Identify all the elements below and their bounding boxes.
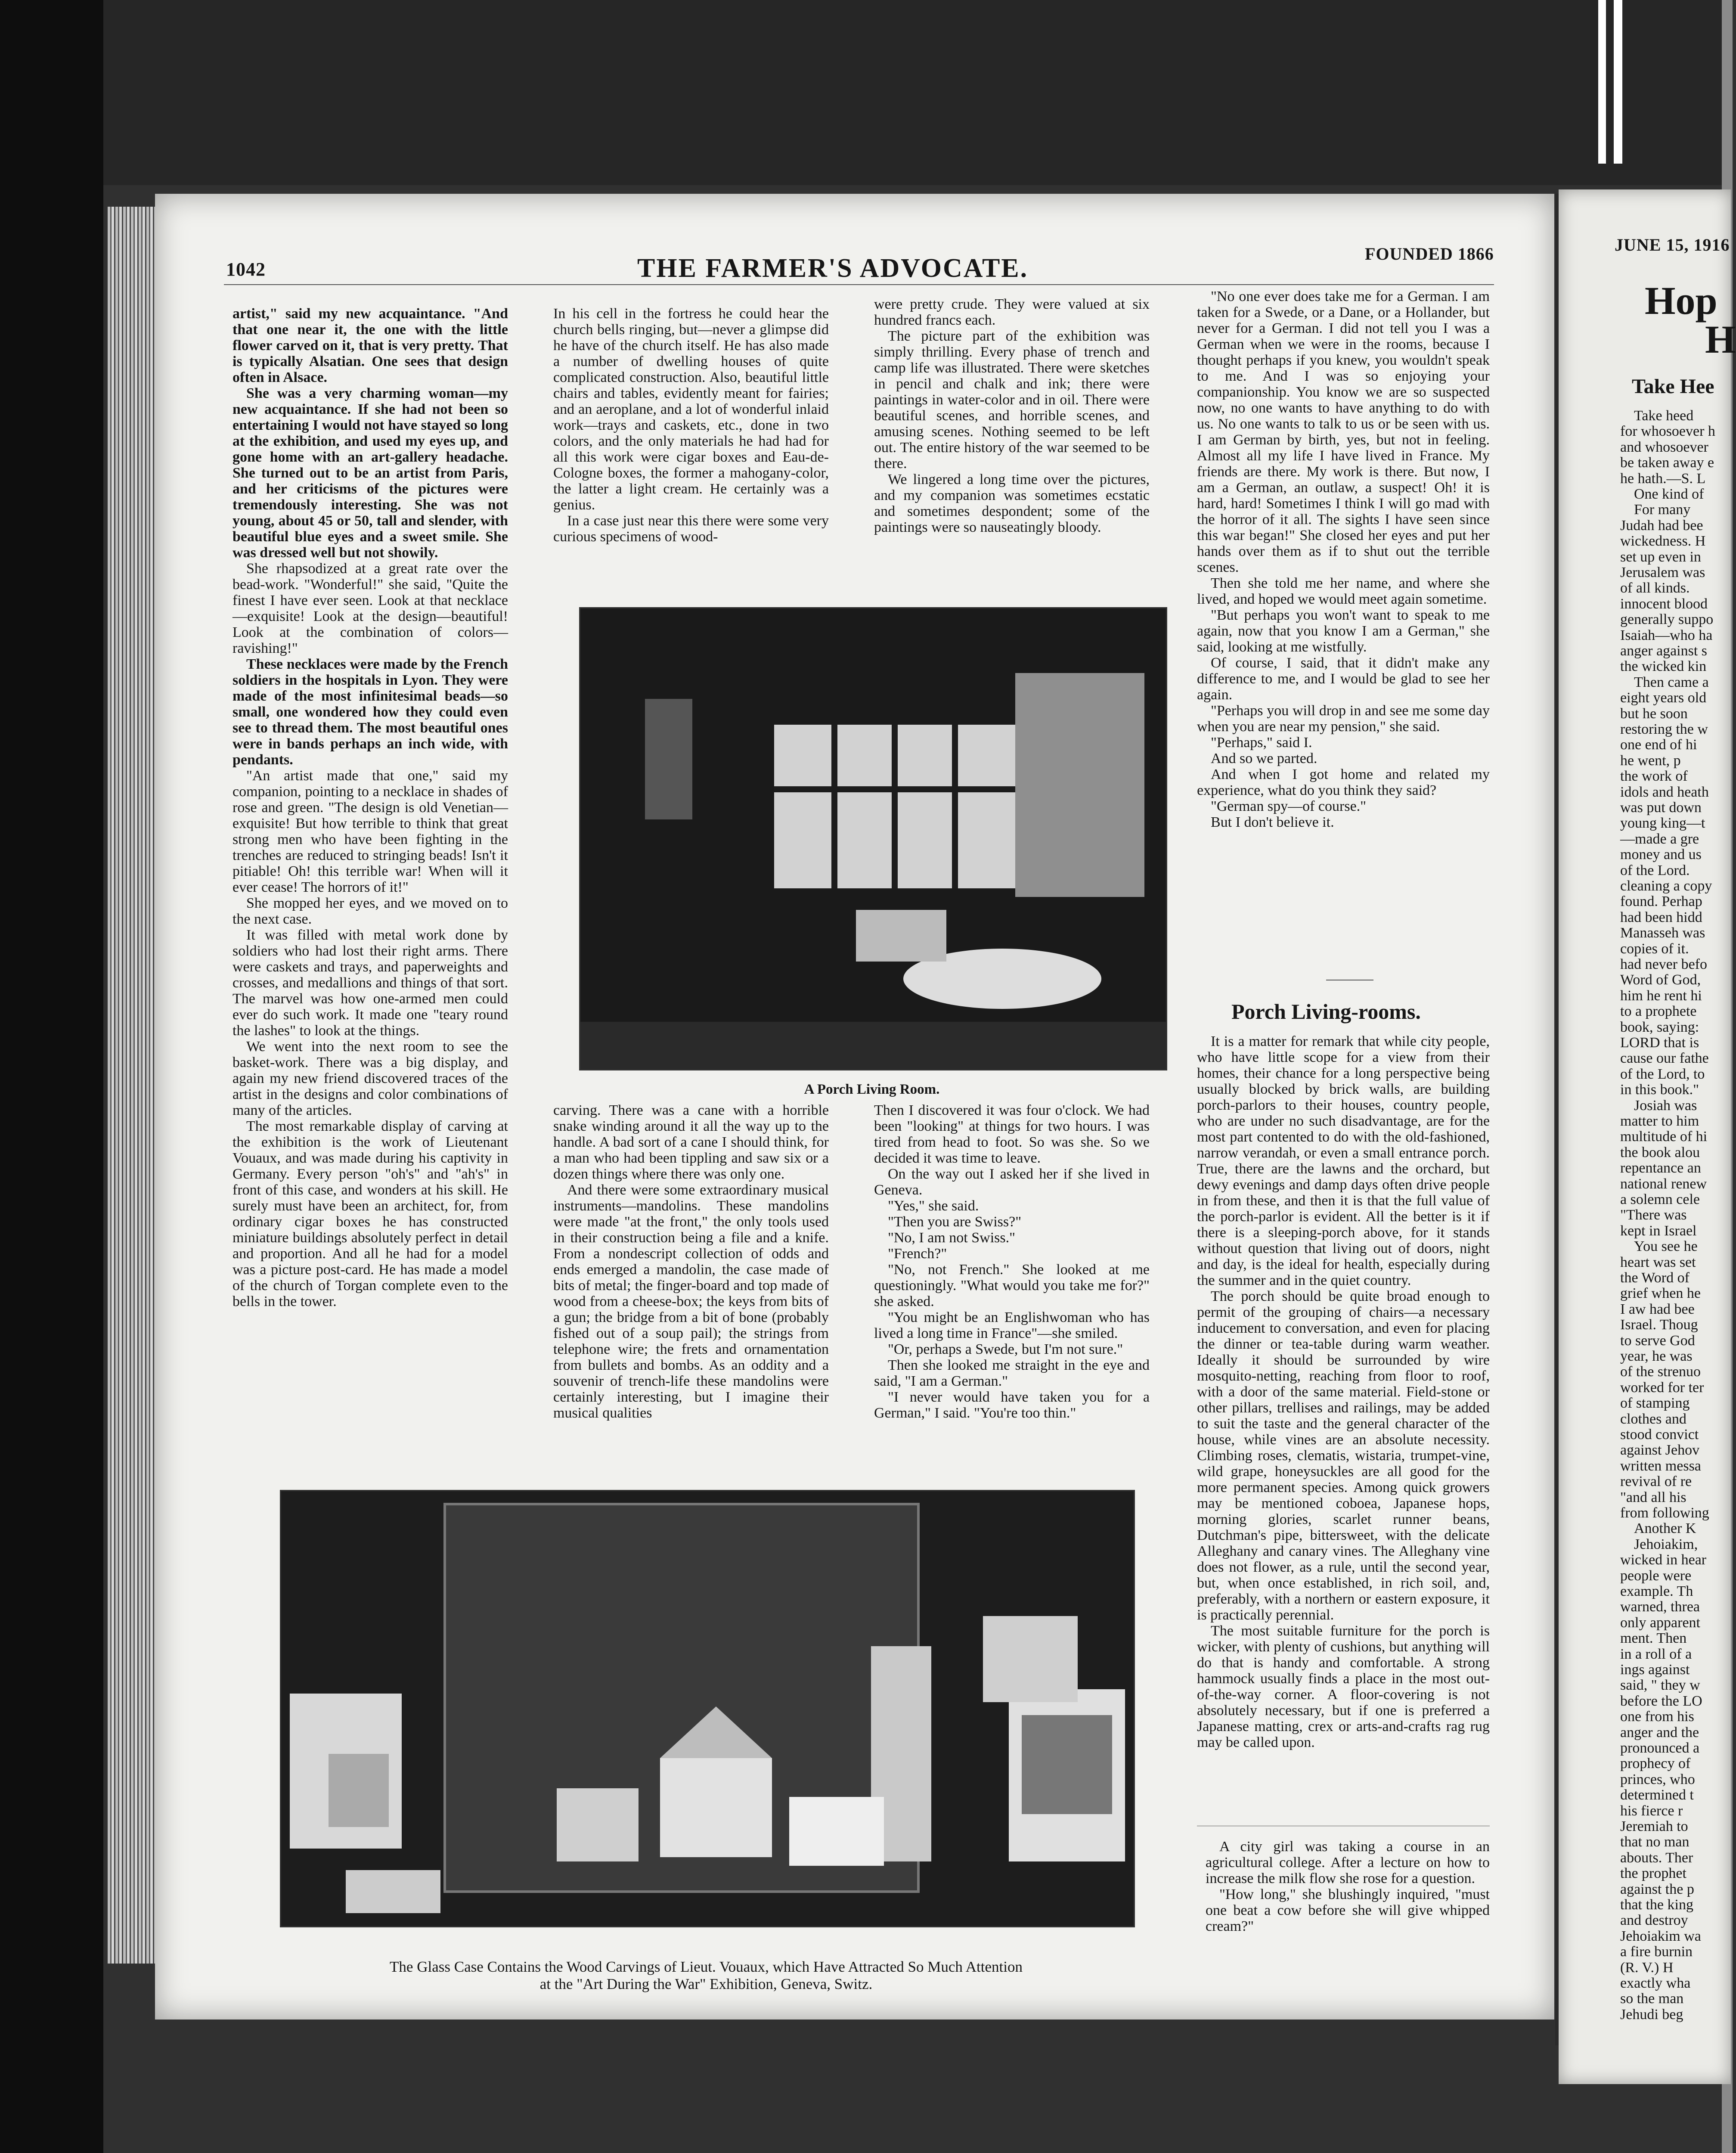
glass-case-caption-line-2: at the "Art During the War" Exhibition, Geneva, Switz. (539, 1976, 873, 1992)
facing-text-line: cause our fathe (1620, 1050, 1709, 1067)
facing-text-line: in a roll of a (1620, 1646, 1692, 1662)
facing-text-line: multitude of hi (1620, 1129, 1708, 1145)
facing-text-line: people were (1620, 1567, 1692, 1584)
col3-paragraph: were pretty crude. They were valued at six hundred francs each. (874, 296, 1150, 328)
facing-text-line: to serve God (1620, 1332, 1695, 1349)
facing-text-line: —made a gre (1620, 831, 1699, 847)
facing-title-fragment: Hop (1645, 279, 1717, 323)
col4-paragraph: "Perhaps you will drop in and see me some day when you are near my pension," she said. (1197, 703, 1490, 735)
facing-text-line: anger and the (1620, 1724, 1699, 1740)
facing-text-line: of all kinds. (1620, 580, 1690, 596)
facing-text-line: of the strenuo (1620, 1364, 1701, 1380)
facing-text-line: kept in Israel (1620, 1222, 1697, 1239)
porch-paragraph: The most suitable furniture for the porch is wicker, with plenty of cushions, but anything will do that is handy and comfortable. A strong hammock usually finds a place in the most out-of-the-way corner. A floor-covering is not absolutely necessary, but if one is preferred a Japanese matting, crex or arts-and-crafts rag rug may be called upon. (1197, 1623, 1490, 1750)
col2-paragraph: In a case just near this there were some very curious specimens of wood- (553, 513, 829, 545)
col1-paragraph: "An artist made that one," said my companion, pointing to a necklace in shades of rose and green. "The design is old Venetian—exquisite! But how terrible to think that great strong men who have been fighting in the trenches are reduced to stringing beads! Isn't it pitiable! Oh! this terrible war! When will it ever cease! The horrors of it!" (232, 768, 508, 895)
col4-paragraph: Then she told me her name, and where she lived, and hoped we would meet again sometime. (1197, 575, 1490, 607)
facing-text-line: was put down (1620, 800, 1702, 816)
facing-text-line: anger against s (1620, 643, 1708, 659)
facing-text-line: the prophet (1620, 1865, 1686, 1882)
facing-text-line: princes, who (1620, 1771, 1695, 1787)
facing-text-line: Josiah was (1634, 1097, 1697, 1114)
facing-text-line: LORD that is (1620, 1035, 1699, 1051)
article-column-4 (1197, 289, 1490, 830)
facing-text-line: matter to him (1620, 1113, 1699, 1129)
col3b-paragraph: "No, I am not Swiss." (888, 1230, 1015, 1246)
col1-paragraph: We went into the next room to see the basket-work. There was a big display, and again my new friend discovered traces of the artist in the designs and color combinations of many of the articles. (232, 1039, 508, 1118)
facing-text-line: and whosoever (1620, 439, 1708, 455)
facing-text-line: Jerusalem was (1620, 565, 1705, 580)
facing-text-line: him he rent hi (1620, 987, 1702, 1004)
facing-text-line: Israel. Thoug (1620, 1317, 1698, 1333)
facing-text-line: example. Th (1620, 1583, 1693, 1599)
facing-text-line: of stamping (1620, 1395, 1690, 1412)
porch-article-heading: Porch Living-rooms. (1231, 999, 1421, 1024)
col4-paragraph: "German spy—of course." (1211, 798, 1367, 814)
col3-paragraph: The picture part of the exhibition was simply thrilling. Every phase of trench and camp life was illustrated. There were sketches in pencil and chalk and ink; there were paintings in water-color and in oil. There were beautiful scenes, and horrible scenes, and amusing scenes. Nothing seemed to be left out. The entire history of the war seemed to be there. (874, 328, 1150, 472)
facing-text-line: book, saying: (1620, 1019, 1699, 1035)
porch-photo-caption: A Porch Living Room. (804, 1082, 940, 1097)
facing-text-line: Jehudi beg (1620, 2006, 1683, 2023)
col4-paragraph: And when I got home and related my experience, what do you think they said? (1197, 766, 1490, 798)
facing-text-line: for whosoever h (1620, 423, 1715, 440)
facing-text-line: idols and heath (1620, 784, 1709, 800)
col4-paragraph: "Perhaps," said I. (1211, 735, 1312, 751)
masthead: THE FARMER'S ADVOCATE. (637, 254, 1029, 283)
facing-text-line: one end of hi (1620, 737, 1697, 753)
col3b-paragraph: Then she looked me straight in the eye and said, "I am a German." (874, 1357, 1150, 1389)
porch-photo-image (580, 608, 1166, 1069)
facing-text-line: so the man (1620, 1991, 1684, 2007)
facing-text-line: You see he (1634, 1238, 1698, 1255)
facing-text-line: but he soon (1620, 705, 1688, 722)
facing-text-line: of the Lord, to (1620, 1066, 1705, 1082)
scan-background-left (0, 0, 103, 2153)
facing-text-line: stood convict (1620, 1427, 1699, 1443)
facing-subheading: Take Hee (1632, 375, 1714, 398)
facing-text-line: grief when he (1620, 1285, 1701, 1302)
col1-paragraph: She rhapsodized at a great rate over the bead-work. "Wonderful!" she said, "Quite the finest I have ever seen. Look at that necklace—exquisite! Look at the design—beautiful! Look at the combination of colors—ravishing!" (232, 561, 508, 656)
col3b-paragraph: "Yes," she said. (888, 1198, 979, 1214)
col3b-paragraph: "I never would have taken you for a German," I said. "You're too thin." (874, 1389, 1150, 1421)
facing-text-line: repentance an (1620, 1160, 1701, 1176)
col4-paragraph: "But perhaps you won't want to speak to me again, now that you know I am a German," she said, looking at me wistfully. (1197, 607, 1490, 655)
facing-text-line: innocent blood (1620, 596, 1708, 612)
col3b-paragraph: On the way out I asked her if she lived in Geneva. (874, 1166, 1150, 1198)
facing-text-line: the wicked kin (1620, 658, 1707, 675)
facing-text-line: Isaiah—who ha (1620, 627, 1713, 643)
facing-text-line: exactly wha (1620, 1975, 1691, 1991)
article-column-3 (874, 296, 1150, 535)
facing-text-line: from following (1620, 1505, 1709, 1521)
facing-text-line: that the king (1620, 1897, 1693, 1913)
col3b-paragraph: "You might be an Englishwoman who has lived a long time in France"—she smiled. (874, 1309, 1150, 1341)
facing-text-line: (R. V.) H (1620, 1959, 1674, 1976)
col1-paragraph: She was a very charming woman—my new acquaintance. If she had not been so entertaining I would not have stayed so long at the exhibition, and used my eyes up, and gone home with an art-gallery headache. She turned out to be an artist from Paris, and her criticisms of the pictures were tremendously interesting. She was not young, about 45 or 50, tall and slender, with beautiful blue eyes and a sweet smile. She was dressed well but not showily. (232, 385, 508, 561)
facing-text-line: "and all his (1620, 1489, 1686, 1505)
facing-text-line: national renew (1620, 1176, 1707, 1192)
facing-text-line: worked for ter (1620, 1379, 1704, 1396)
col2b-paragraph: And there were some extraordinary musical instruments—mandolins. These mandolins were made "at the front," the only tools used in their construction being a file and a knife. From a nondescript collection of odds and ends emerged a mandolin, the case made of bits of metal; the finger-board and top made of wood from a cheese-box; the keys from bits of a gun; the bridge from a bit of bone (probably fished out of a soup pail); the strings from telephone wire; the frets and ornamentation from bullets and bombs. As an oddity and a souvenir of trench-life these mandolins were certainly interesting, but I imagine their musical qualities (553, 1182, 829, 1421)
col3b-paragraph: "No, not French." She looked at me questioningly. "What would you take me for?" she asked. (874, 1262, 1150, 1309)
facing-text-line: ings against (1620, 1662, 1690, 1678)
article-column-3-lower (874, 1102, 1150, 1421)
facing-text-line: had been hidd (1620, 909, 1702, 925)
facing-text-line: cleaning a copy (1620, 878, 1712, 894)
facing-text-line: he hath.—S. L (1620, 470, 1706, 487)
facing-text-line: Another K (1634, 1520, 1696, 1537)
facing-text-line: clothes and (1620, 1411, 1686, 1427)
facing-text-line: be taken away e (1620, 455, 1714, 471)
facing-text-line: abouts. Ther (1620, 1849, 1693, 1866)
facing-text-line: Then came a (1634, 674, 1709, 690)
facing-text-line: and destroy (1620, 1912, 1688, 1929)
facing-text-line: he went, p (1620, 752, 1681, 769)
facing-text-line: set up even in (1620, 549, 1701, 565)
facing-date: JUNE 15, 1916 (1615, 235, 1730, 254)
facing-text-line: eight years old (1620, 690, 1707, 706)
col2-paragraph: In his cell in the fortress he could hear the church bells ringing, but—never a glimpse did he have of the church itself. He has also made a number of dwelling houses of quite complicated construction. Also, beautiful little chairs and tables, evidently meant for fairies; and an aeroplane, and a lot of wonderful inlaid work—trays and caskets, etc., done in two colors, and the only materials he had had for all this work were cigar boxes and Eau-de-Cologne boxes, the former a mahogany-color, the latter a light cream. He certainly was a genius. (553, 306, 829, 513)
facing-text-line: young king—t (1620, 815, 1705, 831)
joke-column (1206, 1839, 1490, 1934)
facing-text-line: a fire burnin (1620, 1944, 1693, 1960)
col1-paragraph: These necklaces were made by the French soldiers in the hospitals in Lyon. They were made of the most infinitesimal beads—so small, one wondered how they could even see to thread them. The most beautiful ones were in bands perhaps an inch wide, with pendants. (232, 656, 508, 768)
facing-text-line: Jehoiakim, (1634, 1536, 1698, 1552)
facing-text-line: One kind of (1634, 486, 1704, 502)
scan-background-top (0, 0, 1733, 185)
facing-text-line: ment. Then (1620, 1630, 1687, 1647)
facing-text-line: Jeremiah to (1620, 1818, 1688, 1834)
facing-text-line: had never befo (1620, 956, 1708, 972)
facing-text-line: determined t (1620, 1787, 1694, 1803)
facing-text-line: of the Lord. (1620, 862, 1690, 878)
col3-paragraph: We lingered a long time over the pictures, and my companion was sometimes ecstatic and sometimes despondent; some of the paintings were so nauseatingly bloody. (874, 472, 1150, 535)
facing-text-line: the Word of (1620, 1270, 1690, 1286)
col1-paragraph: artist," said my new acquaintance. "And that one near it, the one with the little flower carved on it, that is very pretty. That is typically Alsatian. One sees that design often in Alsace. (232, 306, 508, 385)
facing-page (1559, 189, 1736, 2084)
col3b-paragraph: "Then you are Swiss?" (888, 1214, 1022, 1230)
facing-text-line: Manasseh was (1620, 925, 1705, 941)
facing-text-line: money and us (1620, 847, 1702, 863)
col3b-paragraph: "French?" (888, 1246, 947, 1262)
facing-text-line: said, " they w (1620, 1677, 1700, 1694)
facing-text-line: generally suppo (1620, 611, 1714, 628)
col4-paragraph: "No one ever does take me for a German. I am taken for a Swede, or a Dane, or a Hollander, but never for a German. I did not tell you I was a German when we were in the rooms, because I thought perhaps if you knew, you wouldn't speak to me. And I was so enjoying your companionship. You know we are so suspected now, no one wants to have anything to do with us. No one wants to talk to us or be seen with us. I am German by birth, yes, but not in feeling. Almost all my life I have lived in France. My friends are there. My work is there. But now, I am a German, an outlaw, a suspect! Oh! it is hard, hard! Sometimes I think I will go mad with the horror of it all. The sights I have seen since this war began!" She closed her eyes and put her hands over them as if to shut out the terrible scenes. (1197, 289, 1490, 575)
facing-text-line: that no man (1620, 1834, 1690, 1850)
facing-text-line: before the LO (1620, 1693, 1702, 1709)
glass-case-image (281, 1491, 1134, 1926)
facing-text-line: revival of re (1620, 1474, 1692, 1490)
col1-paragraph: It was filled with metal work done by soldiers who had lost their right arms. There were caskets and trays, and paperweights and crosses, and medallions and things of that sort. The marvel was how one-armed men could ever do such work. It made one "teary round the lashes" to look at the things. (232, 927, 508, 1039)
facing-text-line: against the p (1620, 1881, 1694, 1897)
facing-text-line: the book alou (1620, 1144, 1700, 1160)
newspaper-page (155, 194, 1554, 2020)
facing-text-line: found. Perhap (1620, 893, 1702, 910)
porch-living-room-photo (579, 607, 1167, 1070)
facing-text-line: copies of it. (1620, 940, 1689, 957)
facing-text-line: his fierce r (1620, 1802, 1683, 1819)
col1-paragraph: The most remarkable display of carving at the exhibition is the work of Lieutenant Vouaux, and was made during his captivity in Germany. Every person "oh's" and "ah's" in front of this case, and wonders at his skill. He surely must have been an architect, for, from ordinary cigar boxes he has constructed miniature buildings absolutely perfect in detail and proportion. And all he had for a model was a picture post-card. He has made a model of the church of Torgan complete even to the bells in the tower. (232, 1118, 508, 1309)
facing-text-line: prophecy of (1620, 1756, 1691, 1772)
article-column-2 (553, 306, 829, 545)
porch-paragraph: The porch should be quite broad enough to permit of the grouping of chairs—a necessary inducement to conversation, and even for placing the dinner or tea-table during warm weather. Ideally it should be surrounded by wire mosquito-netting, reaching from floor to roof, with a door of the same material. Field-stone or other pillars, trellises and railings, may be added to suit the taste and the general character of the house, while vines are an absolute necessity. Climbing roses, clematis, wistaria, trumpet-vine, wild grape, honeysuckles are all good for the more permanent species. Among quick growers may be mentioned coboea, Japanese hops, morning glories, scarlet runner beans, Dutchman's pipe, bittersweet, with the delicate Alleghany and canary vines. The Alleghany vine does not flower, as a rule, until the second year, but, when once established, in rich soil, and, preferably, with a northern or eastern exposure, it is practically perennial. (1197, 1288, 1490, 1623)
facing-text-line: only apparent (1620, 1614, 1700, 1631)
facing-text-line: heart was set (1620, 1254, 1696, 1270)
facing-text-line: written messa (1620, 1458, 1701, 1474)
facing-text-line: a solemn cele (1620, 1191, 1700, 1207)
facing-text-line: Word of God, (1620, 972, 1701, 988)
col3b-paragraph: Then I discovered it was four o'clock. We had been "looking" at things for two hours. I was tired from head to foot. So was she. So we decided it was time to leave. (874, 1102, 1150, 1166)
facing-text-line: I aw had bee (1620, 1301, 1695, 1317)
facing-text-line: Judah had bee (1620, 517, 1703, 534)
facing-text-line: the work of (1620, 768, 1688, 785)
facing-title-fragment-2: H (1705, 317, 1736, 361)
col2b-paragraph: carving. There was a cane with a horrible snake winding around it all the way up to the handle. A bad sort of a cane I should think, for a man who had been tippling and saw six or a dozen things where there was only one. (553, 1102, 829, 1182)
col1-paragraph: She mopped her eyes, and we moved on to the next case. (232, 895, 508, 927)
facing-text-line: against Jehov (1620, 1442, 1700, 1458)
facing-text-line: restoring the w (1620, 721, 1708, 737)
col4-paragraph: Of course, I said, that it didn't make any difference to me, and I would be glad to see her again. (1197, 655, 1490, 703)
porch-article-body (1197, 1033, 1490, 1750)
glass-case-caption-line-1: The Glass Case Contains the Wood Carvings of Lieut. Vouaux, which Have Attracted So Much Attention (390, 1958, 1023, 1975)
header-rule (224, 284, 1494, 285)
facing-text-line: to a prophete (1620, 1003, 1697, 1020)
facing-text-line: pronounced a (1620, 1740, 1700, 1756)
facing-text-line: warned, threa (1620, 1599, 1700, 1615)
col3b-paragraph: "Or, perhaps a Swede, but I'm not sure." (888, 1341, 1123, 1357)
page-edge-stack (108, 207, 157, 1964)
facing-text-line: Take heed (1634, 408, 1694, 424)
page-number: 1042 (226, 259, 266, 280)
facing-text-line: wicked in hear (1620, 1552, 1707, 1568)
joke-paragraph: A city girl was taking a course in an agricultural college. After a lecture on how to increase the milk flow she rose for a question. (1206, 1839, 1490, 1886)
article-column-2-lower (553, 1102, 829, 1421)
founded-line: FOUNDED 1866 (1365, 244, 1494, 264)
porch-paragraph: It is a matter for remark that while city people, who have little scope for a view from their homes, their chance for a long perspective being usually blocked by brick walls, are building porch-parlors to their houses, country people, who are under no such disadvantage, are for the most part contented to do with the old-fashioned, narrow verandah, or even a small entrance porch. True, there are the lawns and the orchard, but dewy evenings and damp days often drive people in from these, and then it is that the full value of the porch-parlor is evident. All the better is it if there is a sleeping-porch above, for it stands without question that living out of doors, night and day, is the ideal for health, especially during the summer and in the quiet country. (1197, 1033, 1490, 1288)
facing-text-line: year, he was (1620, 1348, 1693, 1364)
article-column-1 (232, 306, 508, 1309)
col4-paragraph: But I don't believe it. (1211, 814, 1334, 830)
facing-text-line: one from his (1620, 1709, 1694, 1725)
facing-text-line: Jehoiakim wa (1620, 1928, 1701, 1944)
joke-paragraph: "How long," she blushingly inquired, "must one beat a cow before she will give whipped cream?" (1206, 1886, 1490, 1934)
glass-case-photo (280, 1490, 1135, 1927)
facing-text-line: in this book." (1620, 1082, 1699, 1098)
facing-text-line: "There was (1620, 1207, 1687, 1223)
scan-marker-bars (1598, 0, 1624, 164)
facing-text-line: wickedness. H (1620, 533, 1706, 549)
facing-text-line: For many (1634, 502, 1691, 518)
col4-paragraph: And so we parted. (1211, 751, 1318, 766)
